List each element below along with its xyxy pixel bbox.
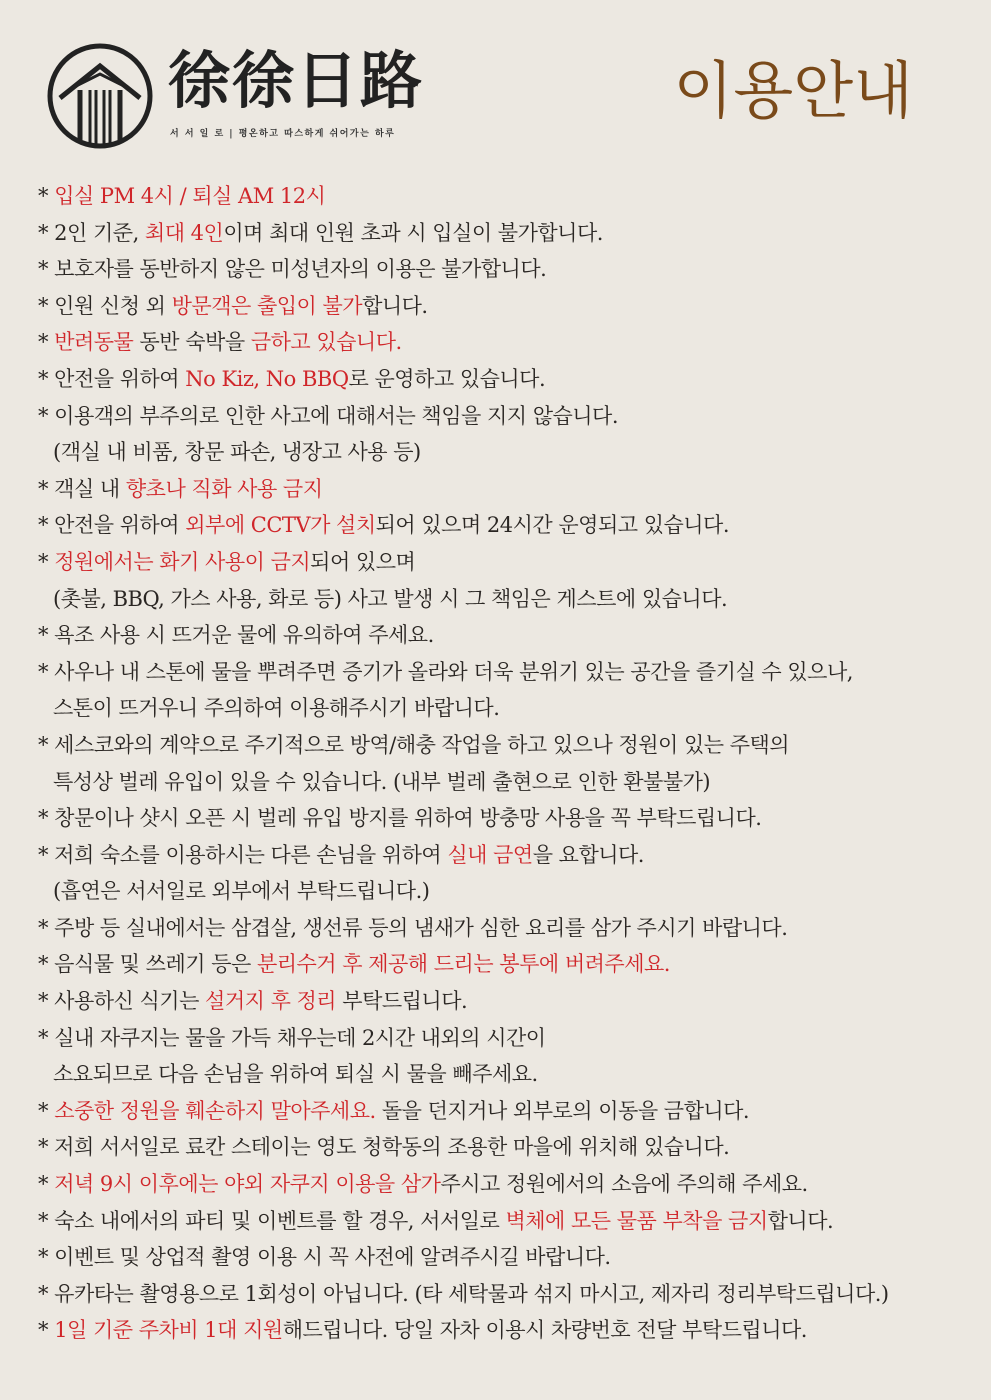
notice-highlight: 금하고 있습니다. [250, 330, 402, 355]
notice-highlight: 입실 PM 4시 / 퇴실 AM 12시 [54, 184, 326, 208]
notice-text: * 세스코와의 계약으로 주기적으로 방역/해충 작업을 하고 있으나 정원이 있는 주택의 [38, 732, 790, 757]
notice-highlight: 외부에 CCTV가 설치 [185, 513, 376, 538]
gate-logo-icon [46, 42, 154, 150]
notice-text: * 안전을 위하여 [38, 513, 186, 538]
notice-line [38, 471, 973, 508]
notice-highlight: 실내 금연 [447, 842, 533, 867]
notice-line [38, 654, 973, 691]
notice-line [38, 1056, 973, 1093]
brand-name: 徐徐日路 [168, 44, 425, 117]
notice-text: * 창문이나 샷시 오픈 시 벌레 유입 방지를 위하여 방충망 사용을 꼭 부탁드립니다. [38, 806, 762, 831]
notice-line [38, 690, 973, 727]
notice-highlight: No Kiz, No BBQ [185, 366, 349, 391]
notice-text: * 객실 내 [38, 476, 126, 501]
notice-text: (흡연은 서서일로 외부에서 부탁드립니다.) [53, 879, 430, 904]
notice-text: * 저희 서서일로 료칸 스테이는 영도 청학동의 조용한 마을에 위치해 있습니다. [38, 1135, 730, 1160]
notice-line [38, 1020, 973, 1057]
notice-line [38, 764, 973, 801]
notice-text: 소요되므로 다음 손님을 위하여 퇴실 시 물을 빼주세요. [53, 1062, 538, 1087]
notice-text: * 보호자를 동반하지 않은 미성년자의 이용은 불가합니다. [38, 257, 547, 282]
notice-text: * 주방 등 실내에서는 삼겹살, 생선류 등의 냄새가 심한 요리를 삼가 주시기 바랍니다. [38, 915, 788, 940]
notice-text: 합니다. [767, 1208, 834, 1233]
notice-highlight: 설거지 후 정리 [205, 989, 337, 1014]
notice-highlight: 저녁 9시 이후에는 야외 자쿠지 이용을 삼가 [54, 1172, 441, 1197]
notice-text: (객실 내 비품, 창문 파손, 냉장고 사용 등) [53, 440, 421, 465]
notice-text: 이며 최대 인원 초과 시 입실이 불가합니다. [223, 220, 603, 245]
page-title: 이용안내 [673, 54, 913, 127]
notice-text: 을 요합니다. [532, 842, 644, 867]
notice-line [38, 544, 973, 581]
notice-line [38, 946, 973, 983]
notice-text: 되어 있으며 [310, 549, 416, 574]
notice-text: 주시고 정원에서의 소음에 주의해 주세요. [440, 1172, 808, 1197]
notice-line [38, 251, 973, 288]
notice-line [38, 324, 973, 361]
notice-text: 돌을 던지거나 외부로의 이동을 금합니다. [375, 1098, 750, 1123]
notice-line [38, 983, 973, 1020]
notice-text: 합니다. [362, 293, 428, 318]
notice-line [38, 727, 973, 764]
notice-line [38, 873, 973, 910]
notice-highlight: 향초나 직화 사용 금지 [125, 476, 323, 501]
notice-text: 해드립니다. 당일 자차 이용시 차량번호 전달 부탁드립니다. [282, 1318, 807, 1343]
notice-line [38, 288, 973, 325]
notice-highlight: 방문객은 출입이 불가 [171, 293, 363, 318]
notice-line [38, 1093, 973, 1130]
notice-text: * 인원 신청 외 [38, 293, 172, 318]
notice-line [38, 507, 973, 544]
notice-line [38, 215, 973, 252]
notice-line [38, 1239, 973, 1276]
notice-line [38, 1312, 973, 1349]
notice-highlight: 분리수거 후 제공해 드리는 봉투에 버려주세요. [256, 952, 670, 977]
notice-text: 스톤이 뜨거우니 주의하여 이용해주시기 바랍니다. [53, 696, 500, 721]
notice-line [38, 178, 973, 215]
notice-text: 동반 숙박을 [133, 330, 251, 355]
notice-list [38, 178, 973, 1349]
notice-text: * 실내 자쿠지는 물을 가득 채우는데 2시간 내외의 시간이 [38, 1025, 546, 1050]
notice-line [38, 1129, 973, 1166]
notice-text: * 욕조 사용 시 뜨거운 물에 유의하여 주세요. [38, 623, 434, 648]
notice-text: 부탁드립니다. [336, 989, 468, 1014]
notice-text: * 유카타는 촬영용으로 1회성이 아닙니다. (타 세탁물과 섞지 마시고, 제자리 정리부탁드립니다.) [38, 1281, 889, 1306]
notice-highlight: 반려동물 [54, 330, 134, 355]
notice-text: * 저희 숙소를 이용하시는 다른 손님을 위하여 [38, 842, 448, 867]
notice-line [38, 800, 973, 837]
notice-highlight: 벽체에 모든 물품 부착을 금지 [505, 1208, 768, 1233]
notice-highlight: 소중한 정원을 훼손하지 말아주세요. [54, 1098, 376, 1123]
notice-text: * [38, 549, 55, 574]
notice-text: * [38, 330, 55, 355]
notice-text: * 숙소 내에서의 파티 및 이벤트를 할 경우, 서서일로 [38, 1208, 506, 1233]
notice-text: * [38, 1172, 55, 1197]
notice-line [38, 434, 973, 471]
notice-text: * 이벤트 및 상업적 촬영 이용 시 꼭 사전에 알려주시길 바랍니다. [38, 1245, 611, 1270]
notice-line [38, 1166, 973, 1203]
notice-highlight: 정원에서는 화기 사용이 금지 [54, 549, 311, 574]
notice-line [38, 837, 973, 874]
notice-line [38, 581, 973, 618]
notice-text: * 사우나 내 스톤에 물을 뿌려주면 증기가 올라와 더욱 분위기 있는 공간을 즐기실 수 있으나, [38, 659, 853, 684]
notice-line [38, 1276, 973, 1313]
notice-text: * 안전을 위하여 [38, 366, 186, 391]
brand-tagline: 서 서 일 로 | 평온하고 따스하게 쉬어가는 하루 [170, 129, 396, 139]
notice-line [38, 617, 973, 654]
notice-text: 특성상 벌레 유입이 있을 수 있습니다. (내부 벌레 출현으로 인한 환불불가) [53, 769, 711, 794]
notice-text: * [38, 184, 55, 208]
notice-text: * [38, 1318, 55, 1343]
notice-line [38, 361, 973, 398]
notice-text: * [38, 1098, 55, 1123]
notice-highlight: 1일 기준 주차비 1대 지원 [54, 1318, 283, 1343]
notice-line [38, 910, 973, 947]
notice-text: 로 운영하고 있습니다. [348, 366, 546, 391]
notice-text: * 2인 기준, [38, 220, 145, 245]
notice-text: * 이용객의 부주의로 인한 사고에 대해서는 책임을 지지 않습니다. [38, 403, 619, 428]
notice-text: (촛불, BBQ, 가스 사용, 화로 등) 사고 발생 시 그 책임은 게스트에 있습니다. [53, 586, 728, 611]
header [0, 0, 991, 160]
notice-line [38, 1203, 973, 1240]
notice-text: 되어 있으며 24시간 운영되고 있습니다. [375, 513, 730, 538]
notice-text: * 음식물 및 쓰레기 등은 [38, 952, 257, 977]
notice-text: * 사용하신 식기는 [38, 989, 206, 1014]
notice-line [38, 398, 973, 435]
notice-highlight: 최대 4인 [144, 220, 224, 245]
